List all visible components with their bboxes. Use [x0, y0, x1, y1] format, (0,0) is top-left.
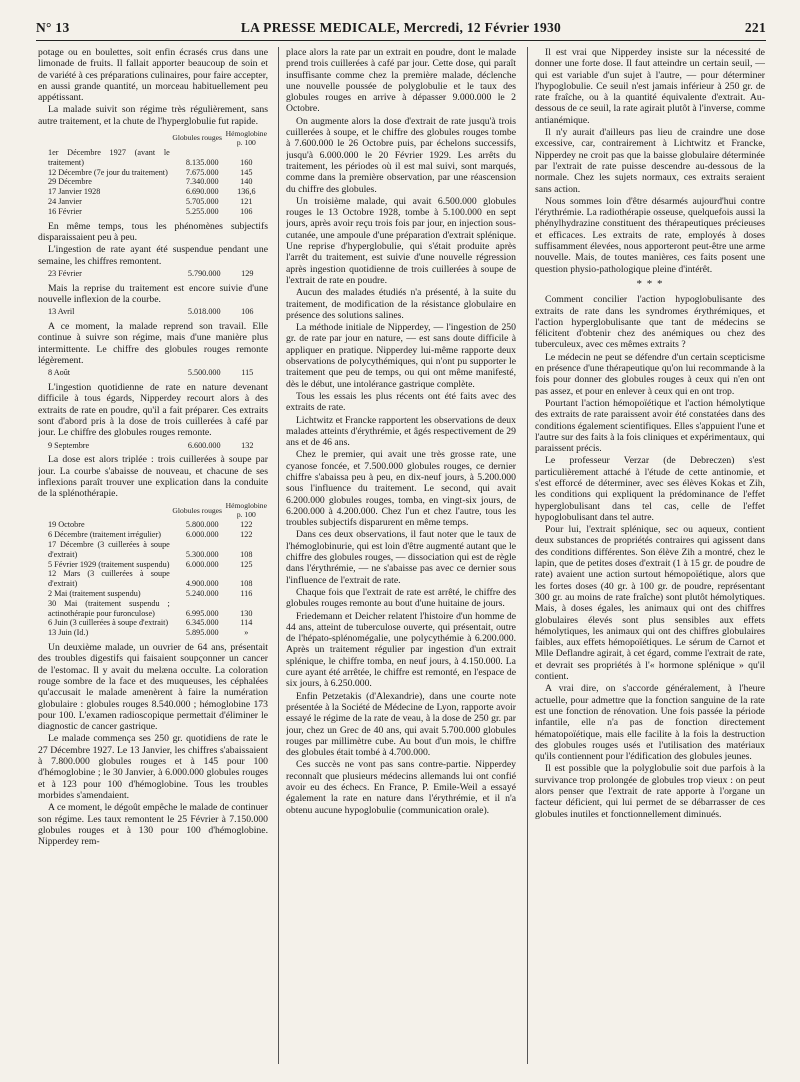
paragraph: A ce moment, la malade reprend son travail. Elle continue à suivre son régime, mais d'une manière plus intermittente. Le chiffre des globules rouges remonte légèrement.: [38, 321, 268, 366]
row-hemoglobine: 121: [240, 197, 253, 207]
row-hemoglobine: 106: [240, 206, 253, 216]
row-hemoglobine: 106: [241, 307, 254, 317]
row-date: 29 Décembre: [48, 177, 92, 187]
paragraph: Le médecin ne peut se défendre d'un certain scepticisme en présence d'une thérapeutique qu'on lui recommande à la fois pour donner des globules rouges à ceux qui n'en ont pas assez, et pour en enlever à ceux qui en ont trop.: [535, 351, 765, 397]
column-3: [535, 47, 765, 1072]
row-hemoglobine: 115: [241, 368, 254, 378]
paragraph: A ce moment, le dégoût empêche le malade de continuer son régime. Les taux remontent le 25 Février à 7.150.000 globules rouges et à 130 pour 100 d'hémoglobine. Nipperdey rem-: [38, 802, 268, 848]
row-hemoglobine: 122: [240, 520, 253, 530]
table-row: [38, 540, 268, 560]
row-date: 16 Février: [48, 206, 82, 216]
row-hemoglobine: 125: [240, 559, 253, 569]
table-row: [38, 168, 268, 178]
header-hemoglobine: Hémoglobine p. 100: [225, 129, 267, 147]
row-globules: 5.240.000: [185, 589, 219, 599]
paragraph: Aucun des malades étudiés n'a présenté, à la suite du traitement, de modification de la résistance globulaire en présence des solutions salines.: [286, 287, 516, 321]
row-hemoglobine: 136,6: [237, 187, 256, 197]
header-globules: Globules rouges: [172, 505, 222, 515]
row-globules: 5.800.000: [185, 520, 219, 530]
row-globules: 7.340.000: [185, 177, 219, 187]
paragraph: Nous sommes loin d'être désarmés aujourd'hui contre l'érythrémie. La radiothérapie osseuse, quelquefois aussi la phénylhydrazine constituent des thérapeutiques précieuses et efficaces. Les extraits de rate, employés à doses suffisamment élevées, nous apporteront peut-être une arme nouvelle. Mais, de toutes manières, ces faits posent une question physio-pathologique pleine d'intérêt.: [535, 195, 765, 275]
paragraph: En même temps, tous les phénomènes subjectifs disparaissaient peu à peu.: [38, 220, 268, 243]
row-hemoglobine: 140: [240, 177, 253, 187]
paragraph: Lichtwitz et Francke rapportent les observations de deux malades atteints d'érythrémie, et âgés respectivement de 29 ans et de 46 ans.: [286, 414, 516, 449]
column-1: [38, 47, 268, 1072]
row-date: 1er Décembre 1927 (avant le traitement): [48, 148, 170, 167]
row-date: 12 Mars (3 cuillerées à soupe d'extrait): [48, 569, 170, 589]
row-date: 17 Janvier 1928: [48, 187, 101, 197]
row-hemoglobine: 114: [240, 618, 253, 628]
row-date: 13 Avril: [48, 307, 75, 317]
paragraph: L'ingestion de rate ayant été suspendue pendant une semaine, les chiffres remontent.: [38, 244, 268, 267]
row-hemoglobine: 108: [240, 549, 253, 559]
paragraph: Friedemann et Deicher relatent l'histoire d'un homme de 44 ans, atteint de tuberculose ouverte, qui présentait, outre de l'hépato-splénomégalie, une polycythémie à 6.200.000. Après un traitement régulier par ingestion d'un extrait splénique, le chiffre tomba, en neuf jours, à 4.150.000. La cure ayant été arrêtée, le chiffre est remonté, en l'espace de six jours, à 6.250.000.: [286, 610, 516, 690]
row-date: 23 Février: [48, 268, 82, 278]
row-date: 5 Février 1929 (traitement suspendu): [48, 559, 170, 569]
blood-count-table: [38, 307, 268, 317]
page-header: [36, 18, 766, 41]
paragraph: A vrai dire, on s'accorde généralement, à l'heure actuelle, pour admettre que la fonction sanguine de la rate est une fonction de rénovation. Une fois passée la période infantile, elle n'a pas de fonction directement hématopoïétique, mais elle facilite à la fois la destruction des globules rouges usés et l'utilisation des matériaux qu'ils contiennent pour l'édification des globules jeunes.: [535, 683, 765, 763]
header-globules: Globules rouges: [172, 133, 222, 143]
row-date: 6 Décembre (traitement irrégulier): [48, 530, 161, 540]
paragraph: La dose est alors triplée : trois cuillerées à soupe par jour. La courbe s'abaisse de nouveau, et chacune de ses inflexions paraît trouver une explication dans la conduite de la splénothérapie.: [38, 454, 268, 500]
row-globules: 4.900.000: [185, 579, 219, 589]
table-row: [38, 530, 268, 540]
row-date: 17 Décembre (3 cuillerées à soupe d'extrait): [48, 540, 170, 559]
row-globules: 8.135.000: [185, 157, 219, 167]
table-row: [38, 177, 268, 187]
table-row: [38, 569, 268, 589]
paragraph: Le malade commença ses 250 gr. quotidiens de rate le 27 Décembre 1927. Le 13 Janvier, les chiffres s'abaissaient à 7.800.000 globules rouges et à 145 pour 100 d'hémoglobine ; le 30 Janvier, à 6.000.000 globules rouges et à 123 pour 100 d'hémoglobine. Tous les troubles morbides s'amendaient.: [38, 733, 268, 801]
row-date: 9 Septembre: [48, 440, 90, 450]
paragraph: On augmente alors la dose d'extrait de rate jusqu'à trois cuillerées à soupe, et le chiffre des globules rouges tombe à 7.600.000 le 26 Octobre puis, par échelons successifs, jusqu'à 6.000.000 le 20 Février 1929. Les arrêts du traitement, les périodes où il est mal suivi, sont marqués, comme dans la première observation, par une réascension du chiffre des globules.: [286, 115, 516, 195]
blood-count-table: [38, 501, 268, 638]
table-row: [38, 560, 268, 570]
issue-number: N° 13: [36, 20, 70, 35]
row-globules: 6.600.000: [187, 440, 221, 450]
row-globules: 5.300.000: [185, 549, 219, 559]
row-date: 24 Janvier: [48, 197, 82, 207]
blood-count-table: [38, 269, 268, 279]
paragraph: place alors la rate par un extrait en poudre, dont le malade prend trois cuillerées à café par jour. Cette dose, qui paraît insuffisante comme chez la première malade, déclenche une nouvelle poussée de polyglobulie et le taux des globules rouges en arrive à dépasser 9.000.000 le 2 Octobre.: [286, 47, 516, 115]
paragraph: La méthode initiale de Nipperdey, — l'ingestion de 250 gr. de rate par jour en nature, — est sans doute difficile à appliquer en pratique. Nipperdey lui-même rapporte deux observations de polycythémiques, qui n'ont pu supporter le traitement que peu de temps, ou qui ont même manifesté, dès le début, une intolérance gastrique complète.: [286, 322, 516, 390]
row-date: 8 Août: [48, 368, 71, 378]
paragraph: Chaque fois que l'extrait de rate est arrêté, le chiffre des globules rouges remonte au bout d'une huitaine de jours.: [286, 586, 516, 610]
table-header-row: [38, 501, 268, 520]
journal-title: LA PRESSE MEDICALE, Mercredi, 12 Février 1930: [240, 20, 562, 35]
page-number: 221: [744, 20, 766, 35]
table-row: [38, 307, 268, 317]
paragraph: Dans ces deux observations, il faut noter que le taux de l'hémoglobinurie, qui est loin d'être augmenté autant que le chiffre des globules rouges, — dissociation qui est de règle dans l'érythrémie, — ne s'abaisse pas avec ce dernier sous l'influence de l'extrait de rate.: [286, 529, 516, 586]
blood-count-table: [38, 129, 268, 217]
row-hemoglobine: 122: [240, 530, 253, 540]
paragraph: L'ingestion quotidienne de rate en nature devenant difficile à tous égards, Nipperdey recourt alors à des extraits de rate en poudre, qu'il a fait préparer. Ces extraits sont d'abord pris à la dose de trois cuillerées à café par jour. Le chiffre des globules rouges remonte.: [38, 382, 268, 439]
table-row: [38, 148, 268, 168]
paragraph: Comment concilier l'action hypoglobulisante des extraits de rate dans les syndromes érythrémiques, et l'action hyperglobulisante que tant de médecins se félicitent d'obtenir chez des anémiques ou chez des tuberculeux, avec ces mêmes extraits ?: [535, 294, 765, 351]
table-row: [38, 618, 268, 628]
paragraph: Pour lui, l'extrait splénique, sec ou aqueux, contient deux substances de propriétés contraires qui agissent dans des conditions différentes. Son élève Zih a montré, chez le lapin, que de petites doses d'extrait (1 à 15 gr. de poudre de rate) avaient une action surtout hémopoïétique, alors que les fortes doses (40 gr. à 100 gr. de poudre, représentant 300 gr. au moins de rate fraîche) sont plutôt hémolytiques. Mais, à doses égales, les animaux qui ont des chiffres globulaires élevés sont plus sensibles aux effets hémolytiques, les animaux qui ont des chiffres globulaires faibles, aux effets hémopoïétiques. Le sérum de Carnot et Mlle Deflandre agirait, à cet égard, comme l'extrait de rate, et devrait ses propriétés à l'« hormone splénique » qu'il contient.: [535, 524, 765, 683]
blood-count-table: [38, 441, 268, 451]
row-date: 6 Juin (3 cuillerées à soupe d'extrait): [48, 618, 169, 628]
row-hemoglobine: »: [244, 628, 249, 638]
paragraph: Tous les essais les plus récents ont été faits avec des extraits de rate.: [286, 390, 516, 414]
row-globules: 7.675.000: [185, 167, 219, 177]
row-globules: 6.345.000: [185, 618, 219, 628]
paragraph: Un deuxième malade, un ouvrier de 64 ans, présentait des troubles digestifs qui faisaient soupçonner un cancer de l'estomac. Il y avait du melæna occulte. La coloration rouge sombre de la face et des muqueuses, les céphalées qu'accusait le malade amenèrent à faire la numération globulaire : globules rouges 8.540.000 ; hémoglobine 173 pour 100. L'examen radioscopique permettait d'éliminer le diagnostic de cancer gastrique.: [38, 642, 268, 733]
row-hemoglobine: 108: [240, 579, 253, 589]
column-rule: [278, 47, 279, 1064]
row-globules: 5.705.000: [185, 197, 219, 207]
header-cell: [38, 501, 170, 520]
paragraph: Un troisième malade, qui avait 6.500.000 globules rouges le 13 Octobre 1928, tombe à 5.100.000 en sept jours, après avoir reçu trois fois par jour, en injection sous-cutanée, une ampoule d'une préparation d'extrait splénique. Une reprise d'hyperglobulie, qui s'était produite après l'arrêt du traitement, est suivie d'une nouvelle régression après ingestion quotidienne de trois cuillerées à soupe de l'extrait de rate en poudre.: [286, 195, 516, 286]
table-row: [38, 520, 268, 530]
row-globules: 5.790.000: [187, 268, 221, 278]
table-header-row: [38, 129, 268, 148]
row-hemoglobine: 145: [240, 167, 253, 177]
row-globules: 6.000.000: [185, 530, 219, 540]
paragraph: Mais la reprise du traitement est encore suivie d'une nouvelle inflexion de la courbe.: [38, 282, 268, 305]
blood-count-table: [38, 368, 268, 378]
row-hemoglobine: 160: [240, 157, 253, 167]
row-hemoglobine: 130: [240, 608, 253, 618]
table-row: [38, 441, 268, 451]
paragraph: Ces succès ne vont pas sans contre-partie. Nipperdey reconnaît que plusieurs médecins allemands lui ont confié avoir eu des échecs. En France, P. Emile-Weil a essayé également la rate en nature dans l'érythrémie, et il n'a obtenu aucune hypoglobulie (communication orale).: [286, 759, 516, 816]
table-row: [38, 269, 268, 279]
header-hemoglobine: Hémoglobine p. 100: [225, 501, 267, 519]
table-row: [38, 628, 268, 638]
row-date: 2 Mai (traitement suspendu): [48, 589, 141, 599]
paragraph: Le professeur Verzar (de Debreczen) s'est particulièrement attaché à l'étude de cette antinomie, et s'est efforcé de déterminer, avec ses élèves Kokas et Zih, les conditions qui expliquent la prédominance de l'effet hyperglobulisant dans tel cas, celle de l'effet hypoglobulisant dans tel autre.: [535, 455, 765, 523]
column-2: [286, 47, 516, 1072]
table-row: [38, 197, 268, 207]
row-globules: 6.995.000: [185, 608, 219, 618]
table-row: [38, 187, 268, 197]
row-globules: 6.690.000: [185, 187, 219, 197]
column-rule: [527, 47, 528, 1064]
row-globules: 5.500.000: [187, 368, 221, 378]
paragraph: Enfin Petzetakis (d'Alexandrie), dans une courte note présentée à la Société de Médecine de Lyon, rapporte avoir essayé le régime de la rate de veau, à la dose de 250 gr. par jour, chez un Grec de 40 ans, qui avait 5.700.000 globules rouges par millimètre cube. Au bout d'un mois, le chiffre des globules était tombé à 4.700.000.: [286, 690, 516, 759]
row-globules: 5.895.000: [185, 628, 219, 638]
paragraph: La malade suivit son régime très régulièrement, sans autre traitement, et la chute de l'hyperglobulie fut rapide.: [38, 104, 268, 127]
table-row: [38, 207, 268, 217]
paragraph: Il n'y aurait d'ailleurs pas lieu de craindre une dose excessive, car, contrairement à Lichtwitz et Francke, Nipperdey ne croit pas que la baisse globulaire déterminée par l'extrait de rate puisse descendre au-dessous de la normale. Chez les sujets normaux, ces extraits seraient sans action.: [535, 127, 765, 195]
table-row: [38, 368, 268, 378]
paragraph: Pourtant l'action hémopoïétique et l'action hémolytique des extraits de rate paraissent avoir été constatées dans des conditions également scientifiques. Elles s'appuient l'une et l'autre sur des faits à la fois cliniques et expérimentaux, qui paraissent précis.: [535, 397, 765, 455]
row-date: 12 Décembre (7e jour du traitement): [48, 167, 168, 177]
section-separator: * * *: [636, 277, 664, 290]
row-globules: 6.000.000: [185, 559, 219, 569]
header-cell: [38, 129, 170, 148]
paragraph: potage ou en boulettes, soit enfin écrasés crus dans une limonade de fruits. Il fallait apporter beaucoup de soin et de variété à ces préparations culinaires, pour faire accepter, en aussi grande quantité, un morceau habituellement peu appétissant.: [38, 47, 268, 104]
row-date: 30 Mai (traitement suspendu ; actinothérapie pour furonculose): [48, 598, 170, 618]
paragraph: Il est possible que la polyglobulie soit due parfois à la survivance trop prolongée de globules trop vieux : on peut alors penser que l'extrait de rate apporte à l'organe un facteur déficient, qui lui permet de se débarrasser de ces globules inutiles et fonctionnellement diminués.: [535, 763, 765, 820]
paragraph: Il est vrai que Nipperdey insiste sur la nécessité de donner une forte dose. Il faut atteindre un certain seuil, — qui est variable d'un sujet à l'autre, — pour déterminer l'hypoglobulie. Ce seuil n'est jamais inférieur à 250 gr. de rate fraîche, ou à la quantité équivalente d'extrait. Au-dessous de ce seuil, la rate agirait plutôt à l'inverse, comme antianémique.: [535, 47, 765, 126]
paragraph: Chez le premier, qui avait une très grosse rate, une cyanose foncée, et 7.500.000 globules rouges, ce dernier chiffre s'abaissa peu à peu, en dix-neuf jours, à 5.200.000 sous l'influence du traitement. Le second, qui avait 6.200.000 globules rouges, tomba, en vingt-six jours, de 6.200.000 à 4.200.000. Chez l'un et chez l'autre, tous les troubles subjectifs disparurent en même temps.: [286, 449, 516, 529]
table-row: [38, 599, 268, 619]
row-globules: 5.018.000: [187, 307, 221, 317]
row-globules: 5.255.000: [185, 206, 219, 216]
table-row: [38, 589, 268, 599]
row-hemoglobine: 116: [240, 589, 253, 599]
row-hemoglobine: 129: [241, 268, 254, 278]
row-hemoglobine: 132: [241, 440, 254, 450]
row-date: 13 Juin (Id.): [48, 628, 89, 638]
row-date: 19 Octobre: [48, 520, 85, 530]
